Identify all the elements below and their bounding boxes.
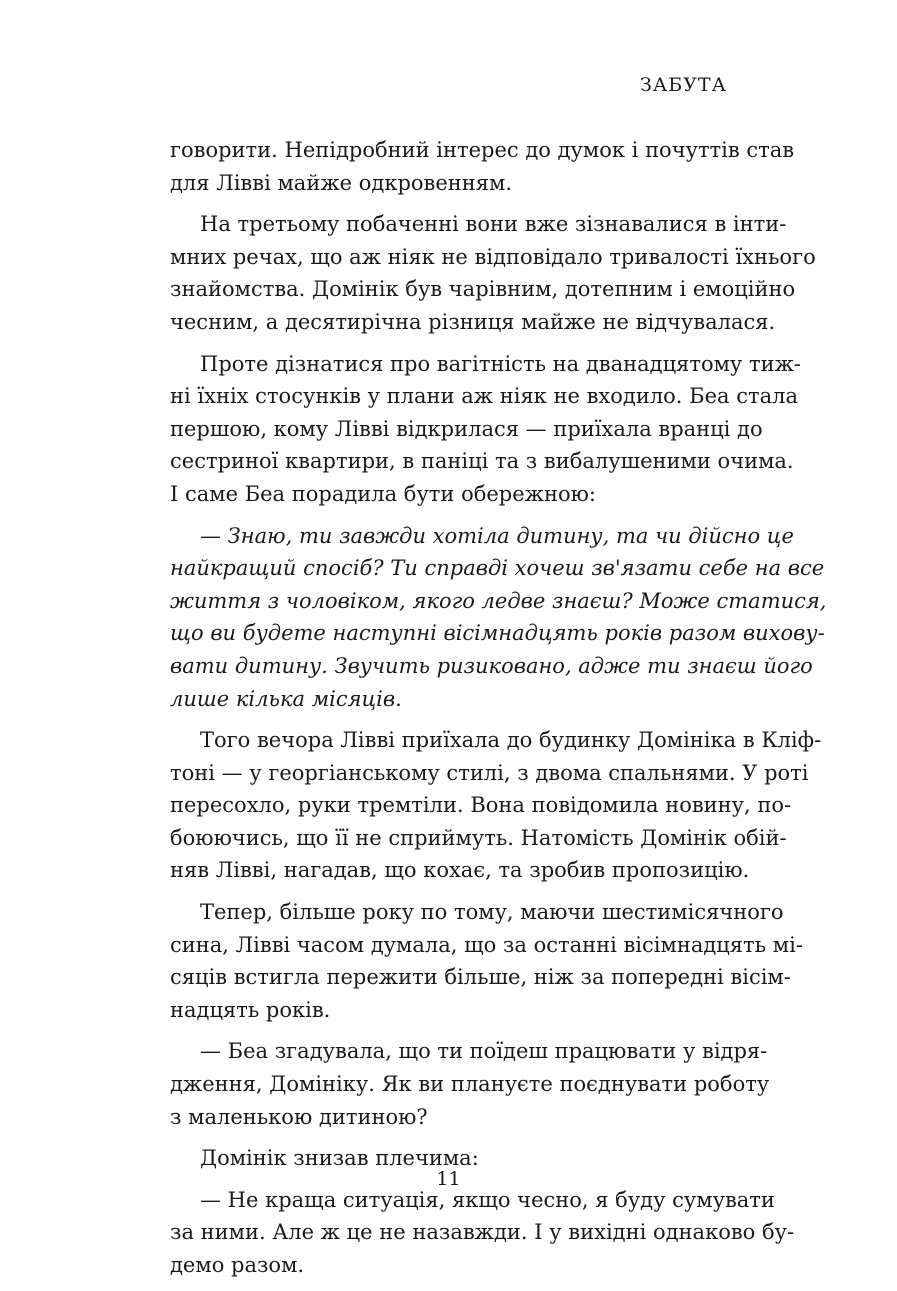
text-line: — Беа згадувала, що ти поїдеш працювати у відря- — [200, 1039, 768, 1064]
text-line: сестриної квартири, в паніці та з вибалушеними очима. — [170, 449, 794, 474]
paragraph — [170, 520, 827, 716]
text-line: Проте дізнатися про вагітність на дванадцятому тиж- — [200, 351, 801, 376]
text-line: демо разом. — [170, 1253, 305, 1277]
paragraph — [170, 724, 822, 887]
paragraph — [170, 1035, 770, 1133]
text-line: сяців встигла пережити більше, ніж за попередні вісім- — [170, 965, 791, 990]
text-line: ні їхніх стосунків у плани аж ніяк не входило. Беа стала — [170, 384, 798, 409]
text-line: Домінік знизав плечима: — [200, 1146, 479, 1171]
text-line: — Знаю, ти завжди хотіла дитину, та чи дійсно це — [200, 523, 794, 548]
text-line: надцять років. — [170, 997, 331, 1022]
body-text — [170, 134, 827, 1291]
text-line: мних речах, що аж ніяк не відповідало тривалості їхнього — [170, 244, 816, 269]
text-line: Того вечора Лівві приїхала до будинку Домініка в Кліф- — [200, 728, 822, 753]
text-line: пересохло, руки тремтіли. Вона повідомила новину, по- — [170, 793, 792, 818]
text-line: На третьому побаченні вони вже зізнавалися в інти- — [200, 212, 787, 237]
text-line: Тепер, більше року по тому, маючи шестимісячного — [200, 900, 784, 925]
text-line: І саме Беа порадила бути обережною: — [170, 481, 596, 506]
paragraph — [170, 134, 795, 199]
text-line: знайомства. Домінік був чарівним, дотепним і емоційно — [170, 277, 796, 302]
text-line: найкращий спосіб? Ти справді хочеш зв'язати себе на все — [170, 556, 825, 581]
text-line: життя з чоловіком, якого ледве знаєш? Може статися, — [170, 588, 827, 613]
text-line: з маленькою дитиною? — [170, 1104, 428, 1129]
text-line: першою, кому Лівві відкрилася — приїхала вранці до — [170, 416, 763, 441]
text-line: дження, Домініку. Як ви плануєте поєднувати роботу — [170, 1072, 770, 1097]
text-line: тоні — у георгіанському стилі, з двома спальнями. У роті — [170, 760, 809, 785]
text-line: няв Лівві, нагадав, що кохає, та зробив пропозицію. — [170, 858, 750, 883]
paragraph — [170, 1184, 795, 1282]
text-line: вати дитину. Звучить ризиковано, адже ти знаєш його — [170, 653, 813, 678]
text-line: лише кілька місяців. — [170, 686, 402, 711]
text-line: що ви будете наступні вісімнадцять років разом вихову- — [170, 621, 825, 646]
text-line: сина, Лівві часом думала, що за останні вісімнадцять мі- — [170, 932, 803, 957]
page-number: 11 — [436, 1168, 461, 1190]
paragraph — [170, 208, 816, 338]
text-line: говорити. Непідробний інтерес до думок і почуттів став — [170, 138, 795, 162]
text-line: за ними. Але ж це не назавжди. І у вихідні однаково бу- — [170, 1220, 795, 1245]
text-line: для Лівві майже одкровенням. — [170, 170, 513, 195]
text-line: чесним, а десятирічна різниця майже не відчувалася. — [170, 309, 776, 334]
paragraph — [170, 896, 803, 1026]
text-line: боюючись, що її не сприймуть. Натомість Домінік обій- — [170, 825, 787, 850]
paragraph — [170, 348, 801, 511]
text-line: — Не краща ситуація, якщо чесно, я буду сумувати — [200, 1187, 775, 1212]
running-head: ЗАБУТА — [640, 74, 727, 96]
